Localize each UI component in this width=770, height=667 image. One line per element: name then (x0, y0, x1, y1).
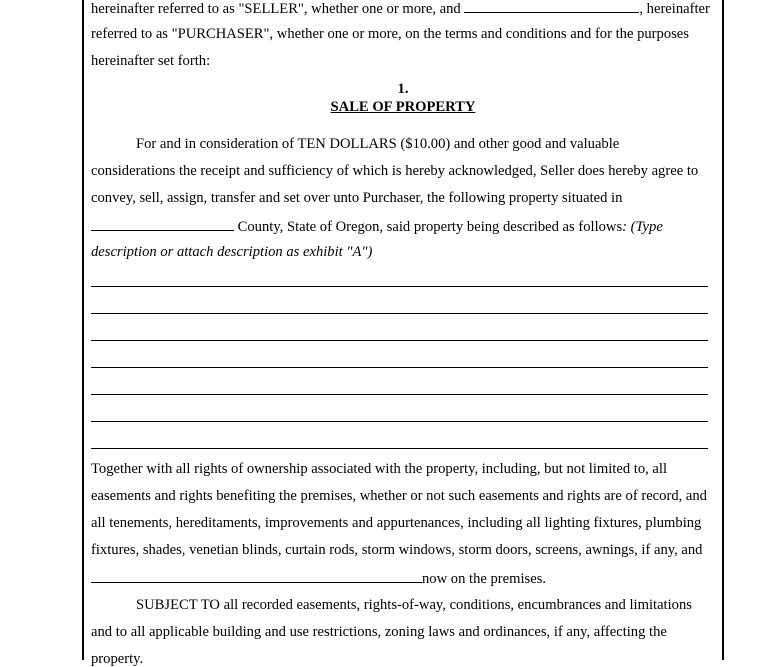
consideration-line-4: County, State of Oregon, said property being described as follows: (Type (91, 218, 663, 235)
together-line-3: all tenements, hereditaments, improvements and appurtenances, including all lighting fixtures, plumbing (91, 515, 702, 531)
section-title: SALE OF PROPERTY (330, 99, 476, 115)
county-field[interactable] (91, 218, 234, 231)
consideration-line-5: description or attach description as exhibit "A") (91, 244, 373, 260)
subject-line-2: and to all applicable building and use restrictions, zoning laws and ordinances, if any, affecting the (91, 624, 667, 640)
intro-line-2: referred to as "PURCHASER", whether one or more, on the terms and conditions and for the purposes (91, 26, 689, 42)
page-border-right (722, 0, 724, 660)
intro-line-3: hereinafter set forth: (91, 53, 211, 69)
additional-items-field[interactable] (91, 570, 422, 583)
together-line-5: now on the premises. (91, 570, 546, 587)
together-line-2: easements and rights benefiting the premises, whether or not such easements and rights are of record, and (91, 488, 707, 504)
intro-line-1: hereinafter referred to as "SELLER", whether one or more, and , hereinafter (91, 1, 710, 17)
consideration-line-3: convey, sell, assign, transfer and set over unto Purchaser, the following property situated in (91, 190, 623, 206)
subject-line-3: property. (91, 651, 144, 667)
subject-line-1: SUBJECT TO all recorded easements, rights-of-way, conditions, encumbrances and limitations (136, 597, 692, 613)
description-line[interactable] (91, 313, 708, 314)
description-line[interactable] (91, 448, 708, 449)
description-line[interactable] (91, 367, 708, 368)
purchaser-name-field[interactable] (464, 0, 639, 13)
consideration-line-1: For and in consideration of TEN DOLLARS ($10.00) and other good and valuable (136, 136, 620, 152)
section-number: 1. (397, 81, 409, 97)
description-line[interactable] (91, 286, 708, 287)
together-line-1: Together with all rights of ownership associated with the property, including, but not limited to, all (91, 461, 667, 477)
consideration-line-2: considerations the receipt and sufficiency of which is hereby acknowledged, Seller does hereby agree to (91, 163, 699, 179)
page-border-left (82, 0, 84, 660)
description-line[interactable] (91, 421, 708, 422)
together-line-4: fixtures, shades, venetian blinds, curtain rods, storm windows, storm doors, screens, awnings, if any, and (91, 542, 703, 558)
description-line[interactable] (91, 394, 708, 395)
description-line[interactable] (91, 340, 708, 341)
